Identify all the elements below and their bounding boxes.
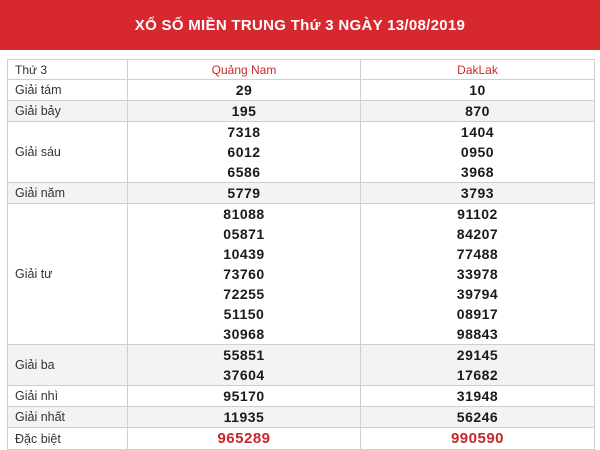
result-number: 1404: [460, 124, 495, 140]
result-number: 77488: [456, 246, 499, 262]
result-number: 7318: [227, 124, 261, 140]
result-number: 11935: [223, 409, 265, 425]
result-number: 84207: [456, 226, 499, 242]
page-title: XỔ SỐ MIỀN TRUNG Thứ 3 NGÀY 13/08/2019: [134, 16, 466, 34]
result-number: 29145: [456, 347, 499, 363]
prize-label: Giải sáu: [8, 122, 128, 183]
daklak-result: [361, 204, 595, 345]
quang-nam-result: [128, 101, 361, 122]
prize-label: Giải tám: [8, 80, 128, 101]
result-number: 91102: [457, 206, 498, 222]
result-number: 73760: [223, 266, 265, 282]
result-number: 17682: [456, 367, 499, 383]
lottery-results-table: [7, 59, 595, 450]
result-number: 0950: [460, 144, 495, 160]
result-number: 56246: [456, 409, 499, 425]
result-number: 81088: [223, 206, 265, 222]
results-banner: [0, 0, 600, 50]
prize-row-nhi: [8, 386, 595, 407]
daklak-result: [361, 183, 595, 204]
daklak-result: [361, 80, 595, 101]
result-number: 72255: [223, 286, 265, 302]
province-daklak-header: DakLak: [361, 60, 595, 80]
result-number: 98843: [456, 326, 499, 342]
result-number: 51150: [223, 306, 265, 322]
result-number: 95170: [223, 388, 265, 404]
prize-row-ba: [8, 345, 595, 386]
result-number: 29: [235, 82, 253, 98]
result-number: 6586: [227, 164, 261, 180]
prize-row-tu: [8, 204, 595, 345]
prize-row-bay: [8, 101, 595, 122]
daklak-result: [361, 386, 595, 407]
prize-row-nam: [8, 183, 595, 204]
daklak-result: [361, 101, 595, 122]
daklak-result: [361, 122, 595, 183]
prize-label: Giải nhì: [8, 386, 128, 407]
prize-label: Đặc biệt: [8, 428, 128, 450]
prize-label: Giải tư: [8, 204, 128, 345]
result-number: 55851: [223, 347, 265, 363]
quang-nam-result: [128, 204, 361, 345]
result-number: 08917: [456, 306, 499, 322]
prize-row-tam: [8, 80, 595, 101]
result-number: 05871: [223, 226, 265, 242]
result-number: 195: [231, 103, 257, 119]
result-number: 10439: [223, 246, 265, 262]
result-number: 31948: [456, 388, 499, 404]
result-number: 10: [469, 82, 486, 98]
result-number: 39794: [456, 286, 499, 302]
result-number: 6012: [227, 144, 261, 160]
result-number: 5779: [227, 185, 261, 201]
quang-nam-result: [128, 80, 361, 101]
special-number: 965289: [217, 429, 271, 447]
quang-nam-result: [128, 183, 361, 204]
quang-nam-result: [128, 122, 361, 183]
special-number: 990590: [450, 429, 505, 447]
quang-nam-special-result: [128, 428, 361, 450]
result-number: 30968: [223, 326, 265, 342]
prize-label: Giải bảy: [8, 101, 128, 122]
day-label: Thứ 3: [8, 60, 128, 80]
prize-label: Giải ba: [8, 345, 128, 386]
result-number: 3968: [460, 164, 495, 180]
prize-label: Giải năm: [8, 183, 128, 204]
prize-row-nhat: [8, 407, 595, 428]
result-number: 37604: [223, 367, 265, 383]
daklak-result: [361, 345, 595, 386]
result-number: 870: [465, 103, 490, 119]
daklak-result: [361, 407, 595, 428]
quang-nam-result: [128, 407, 361, 428]
result-number: 33978: [456, 266, 499, 282]
prize-label: Giải nhất: [8, 407, 128, 428]
prize-row-sau: [8, 122, 595, 183]
province-quang-nam-header: Quảng Nam: [128, 60, 361, 80]
prize-row-dac-biet: [8, 428, 595, 450]
result-number: 3793: [460, 185, 495, 201]
daklak-special-result: [361, 428, 595, 450]
quang-nam-result: [128, 386, 361, 407]
table-header-row: [8, 60, 595, 80]
quang-nam-result: [128, 345, 361, 386]
